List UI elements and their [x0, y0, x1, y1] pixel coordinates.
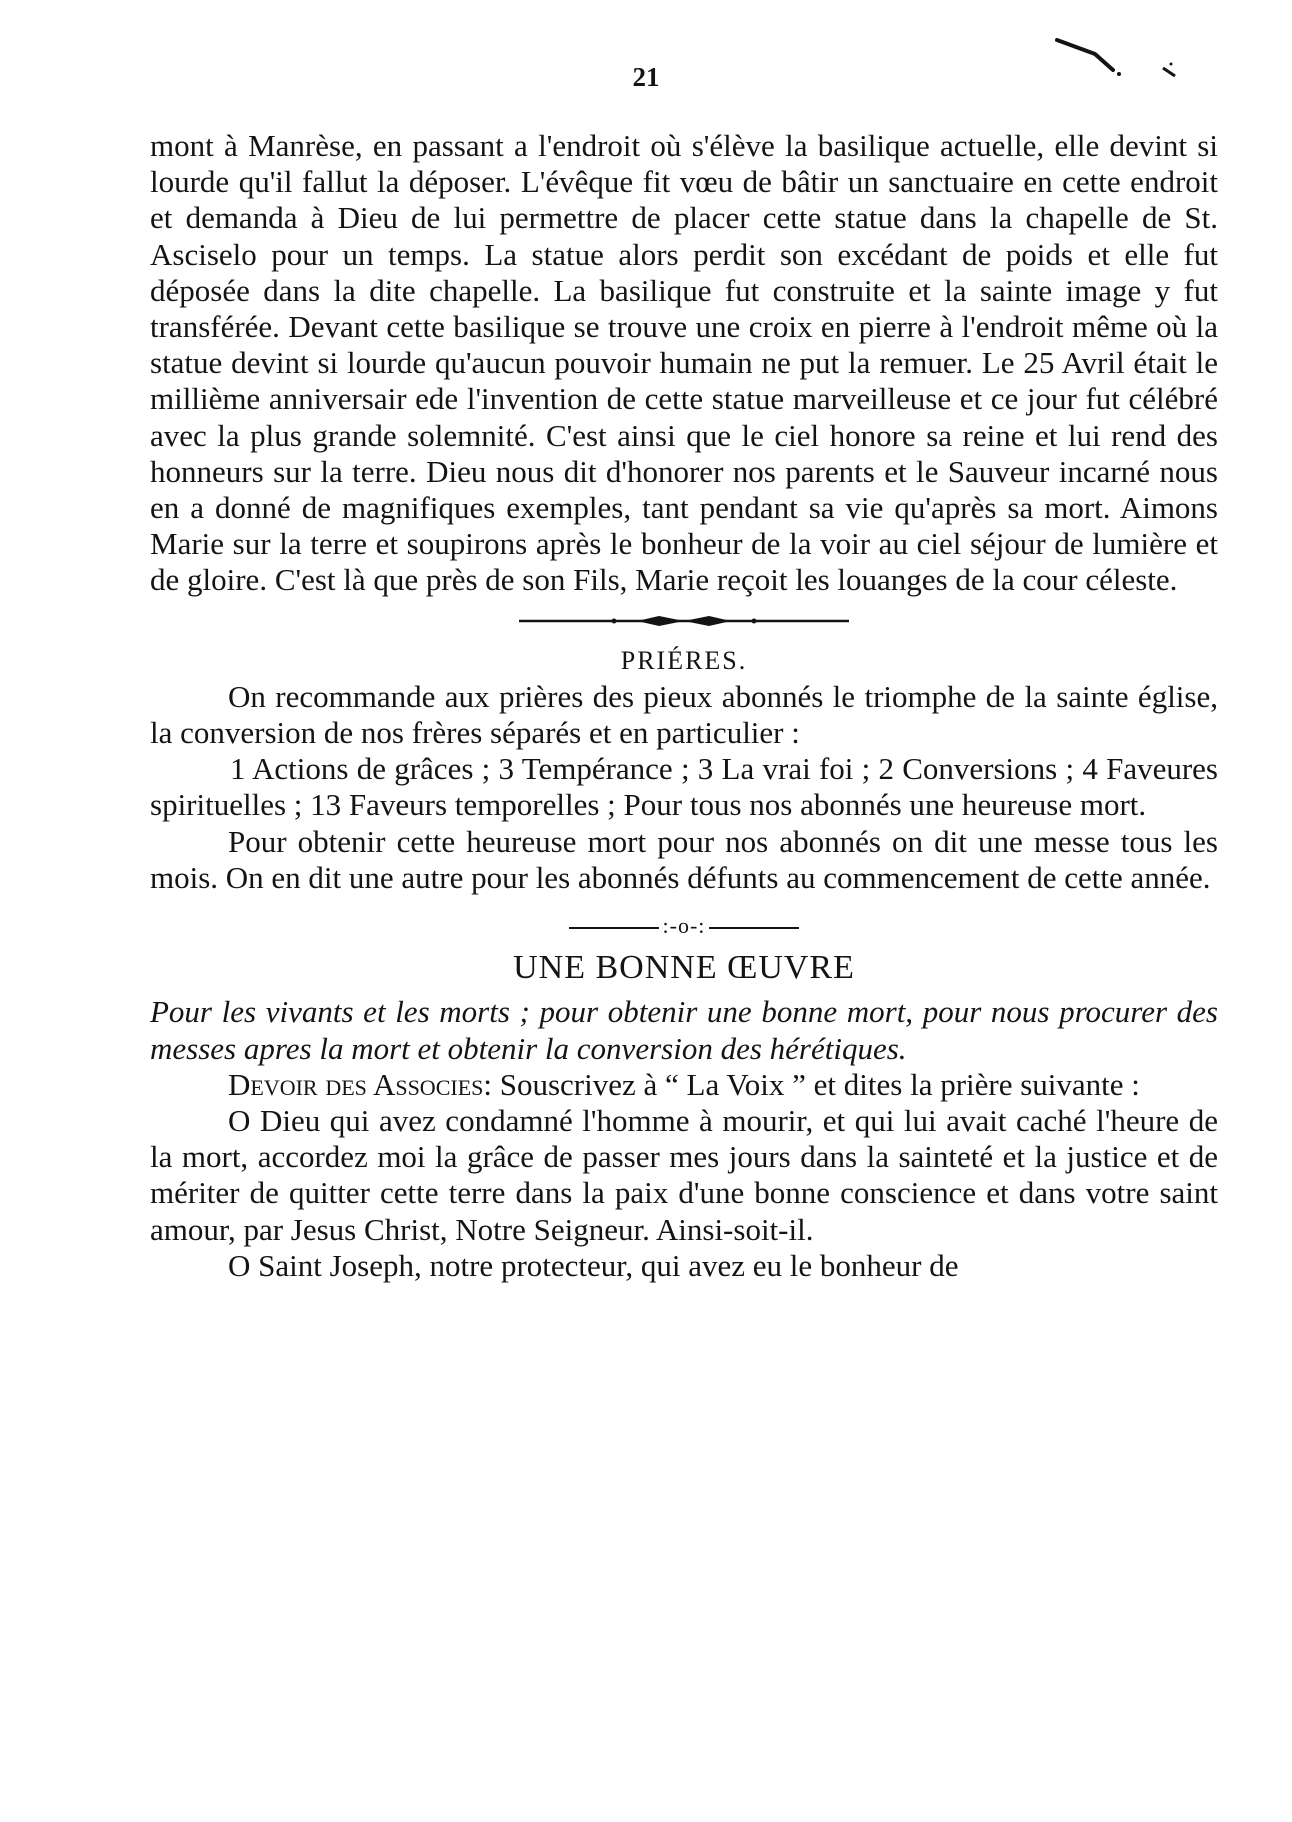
page-content [150, 128, 1218, 1284]
prieres-messe: Pour obtenir cette heureuse mort pour nos abonnés on dit une messe tous les mois. On en dit une autre pour les abonnés défunts au commencement de cette année. [150, 823, 1218, 895]
devoir-paragraph [150, 1067, 1218, 1103]
prieres-heading: PRIÉRES. [620, 645, 748, 675]
paragraph-basilique: mont à Manrèse, en passant a l'endroit où s'élève la basilique actuelle, elle devint si lourde qu'il fallut la déposer. L'évêque fit vœu de bâtir un sanctuaire en cette endroit et demanda à Dieu de lui permettre de placer cette statue dans la chapelle de St. Asciselo pour un temps. La statue alors perdit son excédant de poids et elle fut déposée dans la dite chapelle. La basilique fut construite et la sainte image y fut transférée. Devant cette basilique se trouve une croix en pierre à l'endroit même où la statue devint si lourde qu'aucun pouvoir humain ne put la remuer. Le 25 Avril était le millième anniversair ede l'invention de cette statue marveilleuse et ce jour fut célébré avec la plus grande solemnité. C'est ainsi que le ciel honore sa reine et lui rend des honneurs sur la terre. Dieu nous dit d'honorer nos parents et le Sauveur incarné nous en a donné de magnifiques exemples, tant pendant sa vie qu'après sa mort. Aimons Marie sur la terre et soupirons après le bonheur de la voir au ciel séjour de lumière et de gloire. C'est là que près de son Fils, Marie reçoit les louanges de la cour céleste. [150, 128, 1218, 598]
section-separator [150, 908, 1218, 944]
page-number: 21 [632, 62, 660, 92]
separator-dash-left [569, 927, 659, 929]
devoir-label: Devoir des Associes [228, 1066, 484, 1102]
separator-text: :-o-: [662, 913, 706, 939]
prieres-intro: On recommande aux prières des pieux abonnés le triomphe de la sainte église, la conversion de nos frères séparés et en particulier : [150, 678, 1218, 751]
devoir-text: : Souscrivez à “ La Voix ” et dites la prière suivante : [483, 1066, 1140, 1102]
priere-paragraph: O Dieu qui avez condamné l'homme à mourir, et qui lui avait caché l'heure de la mort, accordez moi la grâce de passer mes jours dans la sainteté et la justice et de mériter de quitter cette terre dans la paix d'une bonne conscience et dans votre saint amour, par Jesus Christ, Notre Seigneur. Ainsi-soit-il. [150, 1103, 1218, 1247]
prieres-list: 1 Actions de grâces ; 3 Tempérance ; 3 La vrai foi ; 2 Conversions ; 4 Faveures spirituelles ; 13 Faveurs temporelles ; Pour tous nos abonnés une heureuse mort. [150, 751, 1218, 823]
saint-joseph-paragraph: O Saint Joseph, notre protecteur, qui avez eu le bonheur de [228, 1247, 959, 1283]
bonne-oeuvre-subtitle: Pour les vivants et les morts ; pour obtenir une bonne mort, pour nous procurer des messes apres la mort et obtenir la conversion des hérétiques. [150, 994, 1218, 1066]
bonne-oeuvre-heading: UNE BONNE ŒUVRE [513, 949, 855, 987]
separator-dash-right [709, 927, 799, 929]
ornamental-divider-icon [519, 613, 849, 629]
corner-mark-icon [1055, 36, 1205, 96]
